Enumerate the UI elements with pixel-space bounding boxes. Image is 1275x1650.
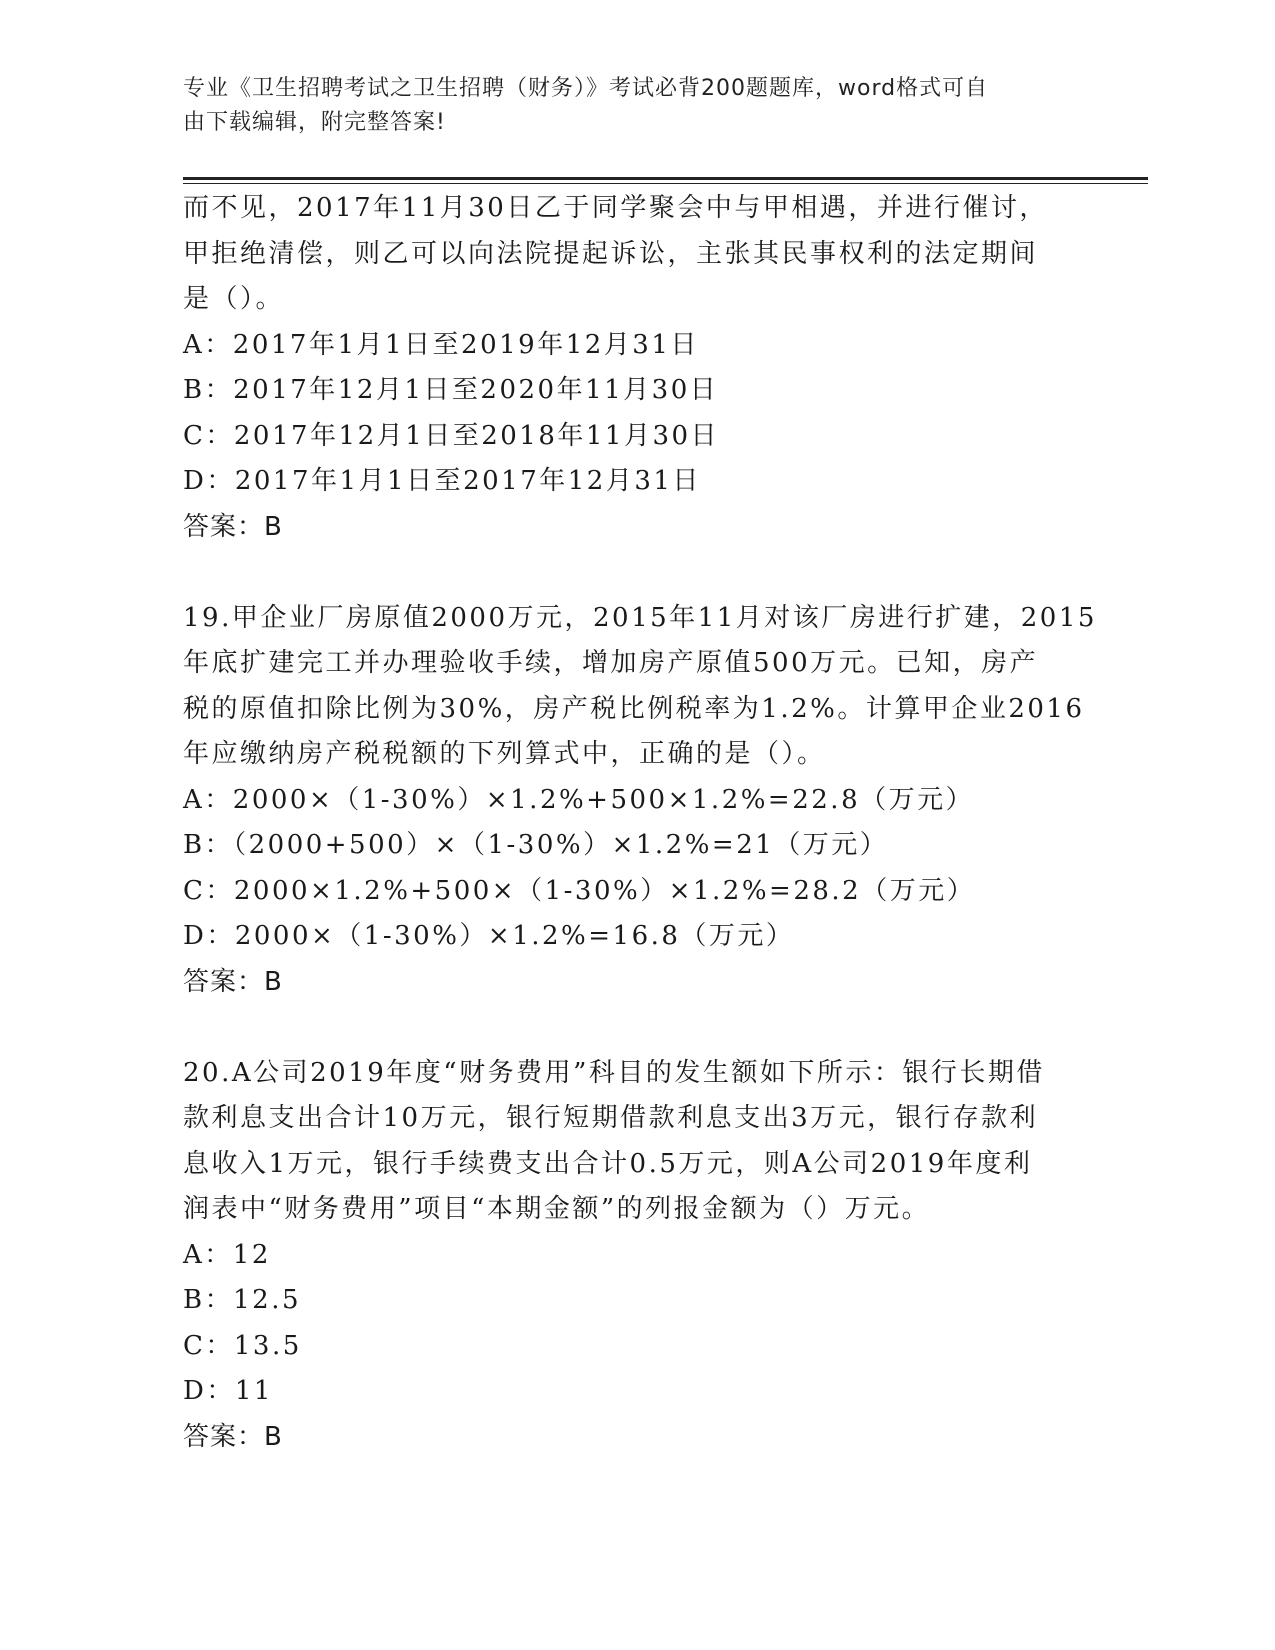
page-content <box>183 186 1097 1460</box>
question-text-line: 息收入1万元，银行手续费支出合计0.5万元，则A公司2019年度利 <box>183 1148 1033 1179</box>
option-d: D：2000×（1-30%）×1.2%=16.8（万元） <box>183 921 795 951</box>
option-c: C：2000×1.2%+500×（1-30%）×1.2%=28.2（万元） <box>183 875 976 906</box>
answer: 答案：B <box>183 1421 283 1452</box>
header-line-2: 由下载编辑，附完整答案! <box>183 110 446 135</box>
question-text-line: 年应缴纳房产税税额的下列算式中，正确的是（）。 <box>183 739 826 769</box>
answer: 答案：B <box>183 966 283 997</box>
spacer <box>183 550 1083 596</box>
option-d: D：2017年1月1日至2017年12月31日 <box>183 466 701 496</box>
option-a: A：12 <box>183 1239 271 1270</box>
question-18 <box>183 186 1083 550</box>
option-b: B：（2000+500）×（1-30%）×1.2%=21（万元） <box>183 830 889 860</box>
page-header <box>183 72 1063 140</box>
question-text-line: 年底扩建完工并办理验收手续，增加房产原值500万元。已知，房产 <box>183 648 1039 678</box>
header-line-1: 专业《卫生招聘考试之卫生招聘（财务）》考试必背200题题库，word格式可自 <box>183 76 989 101</box>
header-rule-thin <box>183 183 1148 184</box>
question-text-line: 款利息支出合计10万元，银行短期借款利息支出3万元，银行存款利 <box>183 1103 1039 1133</box>
option-c: C：13.5 <box>183 1330 302 1361</box>
question-19 <box>183 596 1097 1006</box>
question-text-line: 20.A公司2019年度“财务费用”科目的发生额如下所示：银行长期借 <box>183 1057 1045 1088</box>
question-text-line: 甲拒绝清偿，则乙可以向法院提起诉讼，主张其民事权利的法定期间 <box>183 238 1039 269</box>
question-text-line: 润表中“财务费用”项目“本期金额”的列报金额为（）万元。 <box>183 1194 931 1224</box>
option-a: A：2017年1月1日至2019年12月31日 <box>183 329 699 360</box>
option-c: C：2017年12月1日至2018年11月30日 <box>183 420 720 451</box>
question-text-line: 19.甲企业厂房原值2000万元，2015年11月对该厂房进行扩建，2015 <box>183 602 1097 633</box>
question-20 <box>183 1051 1083 1461</box>
answer: 答案：B <box>183 511 283 542</box>
option-b: B：2017年12月1日至2020年11月30日 <box>183 375 719 405</box>
option-b: B：12.5 <box>183 1285 301 1315</box>
header-rule-thick <box>183 177 1148 180</box>
question-text-line: 而不见，2017年11月30日乙于同学聚会中与甲相遇，并进行催讨， <box>183 193 1048 223</box>
question-text-line: 税的原值扣除比例为30%，房产税比例税率为1.2%。计算甲企业2016 <box>183 693 1085 724</box>
question-text-line: 是（）。 <box>183 284 285 314</box>
spacer <box>183 1005 1083 1051</box>
option-d: D：11 <box>183 1376 273 1406</box>
option-a: A：2000×（1-30%）×1.2%+500×1.2%=22.8（万元） <box>183 784 975 815</box>
